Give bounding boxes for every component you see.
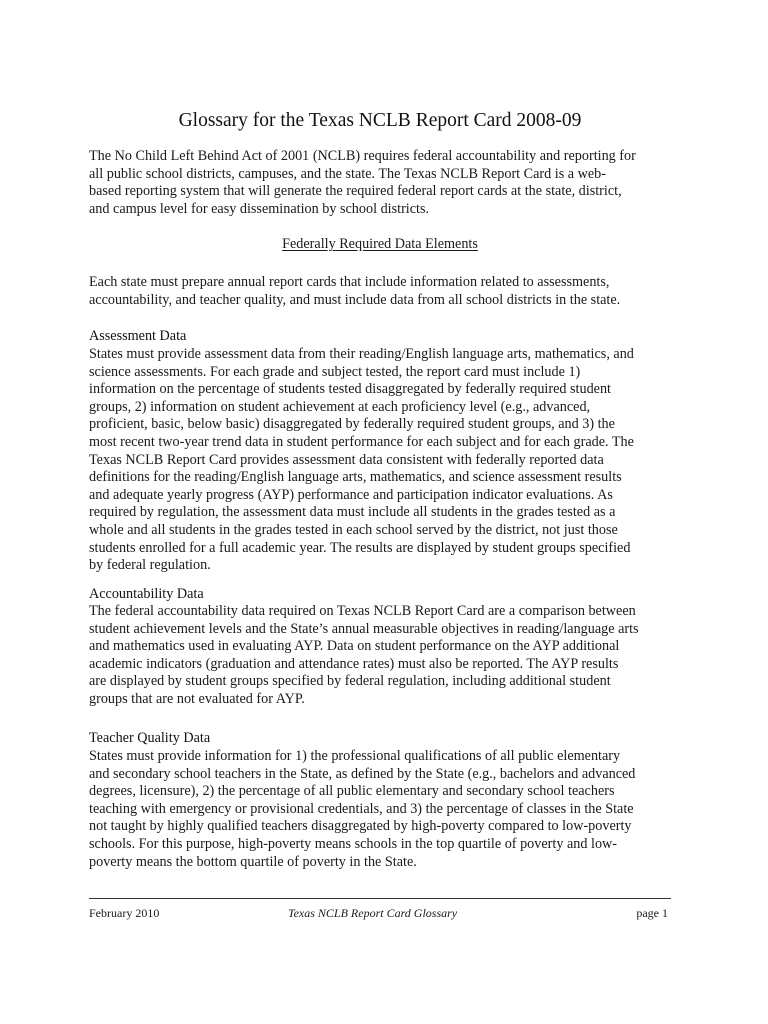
paragraph-line: students enrolled for a full academic year. The results are displayed by student groups specified [89, 539, 631, 556]
paragraph-line: schools. For this purpose, high-poverty means schools in the top quartile of poverty and low- [89, 835, 618, 852]
intro-line: and campus level for easy dissemination by school districts. [89, 200, 430, 217]
paragraph-line: not taught by highly qualified teachers disaggregated by high-poverty compared to low-poverty [89, 818, 632, 835]
paragraph-line: information on the percentage of students tested disaggregated by federally required student [89, 381, 612, 398]
footer-date: February 2010 [89, 906, 160, 920]
intro-paragraph [89, 148, 671, 218]
paragraph-line: most recent two-year trend data in student performance for each subject and for each grade. The [89, 433, 634, 450]
paragraph-line: groups, 2) information on student achievement at each proficiency level (e.g., advanced, [89, 398, 591, 415]
paragraph-line: proficient, basic, below basic) disaggregated by federally required student groups, and 3) the [89, 416, 615, 433]
paragraph-line: and secondary school teachers in the State, as defined by the State (e.g., bachelors and advanced [89, 765, 636, 782]
section-intro-line: Each state must prepare annual report cards that include information related to assessments, [89, 274, 610, 290]
paragraph-line: States must provide information for 1) the professional qualifications of all public elementary [89, 748, 621, 764]
assessment-data-paragraph [89, 346, 671, 575]
paragraph-line: definitions for the reading/English language arts, mathematics, and science assessment results [89, 469, 622, 486]
paragraph-line: required by regulation, the assessment data must include all students in the grades tested as a [89, 504, 616, 521]
assessment-data-heading: Assessment Data [89, 328, 187, 344]
paragraph-line: groups that are not evaluated for AYP. [89, 690, 305, 707]
paragraph-line: academic indicators (graduation and attendance rates) must also be reported. The AYP results [89, 655, 619, 672]
accountability-data-paragraph [89, 603, 671, 709]
paragraph-line: science assessments. For each grade and subject tested, the report card must include 1) [89, 363, 581, 380]
footer-divider [89, 898, 671, 899]
accountability-data-heading: Accountability Data [89, 586, 204, 602]
footer-document-title: Texas NCLB Report Card Glossary [288, 906, 458, 920]
paragraph-line: and adequate yearly progress (AYP) performance and participation indicator evaluations. As [89, 486, 613, 503]
intro-line: The No Child Left Behind Act of 2001 (NCLB) requires federal accountability and reporting for [89, 148, 636, 164]
teacher-quality-data-paragraph [89, 748, 671, 871]
paragraph-line: Texas NCLB Report Card provides assessment data consistent with federally reported data [89, 451, 604, 468]
paragraph-line: student achievement levels and the State’s annual measurable objectives in reading/language arts [89, 620, 639, 637]
footer-page-number: page 1 [636, 906, 668, 920]
intro-line: based reporting system that will generate the required federal report cards at the state, district, [89, 183, 622, 200]
paragraph-line: whole and all students in the grades tested in each school served by the district, not just those [89, 521, 618, 538]
paragraph-line: States must provide assessment data from their reading/English language arts, mathematics, and [89, 346, 634, 362]
paragraph-line: by federal regulation. [89, 557, 211, 574]
paragraph-line: degrees, licensure), 2) the percentage of all public elementary and secondary school teachers [89, 783, 615, 800]
document-title: Glossary for the Texas NCLB Report Card 2008-09 [178, 110, 582, 131]
paragraph-line: teaching with emergency or provisional credentials, and 3) the percentage of classes in the State [89, 800, 634, 817]
section-title: Federally Required Data Elements [282, 236, 478, 252]
section-intro-paragraph [89, 274, 671, 309]
paragraph-line: and mathematics used in evaluating AYP. Data on student performance on the AYP additional [89, 638, 620, 655]
paragraph-line: poverty means the bottom quartile of poverty in the State. [89, 853, 417, 870]
section-intro-line: accountability, and teacher quality, and must include data from all school districts in the state. [89, 291, 621, 308]
teacher-quality-data-heading: Teacher Quality Data [89, 730, 211, 746]
paragraph-line: The federal accountability data required on Texas NCLB Report Card are a comparison between [89, 603, 636, 619]
intro-line: all public school districts, campuses, and the state. The Texas NCLB Report Card is a web- [89, 165, 607, 182]
paragraph-line: are displayed by student groups specified by federal regulation, including additional student [89, 673, 611, 690]
